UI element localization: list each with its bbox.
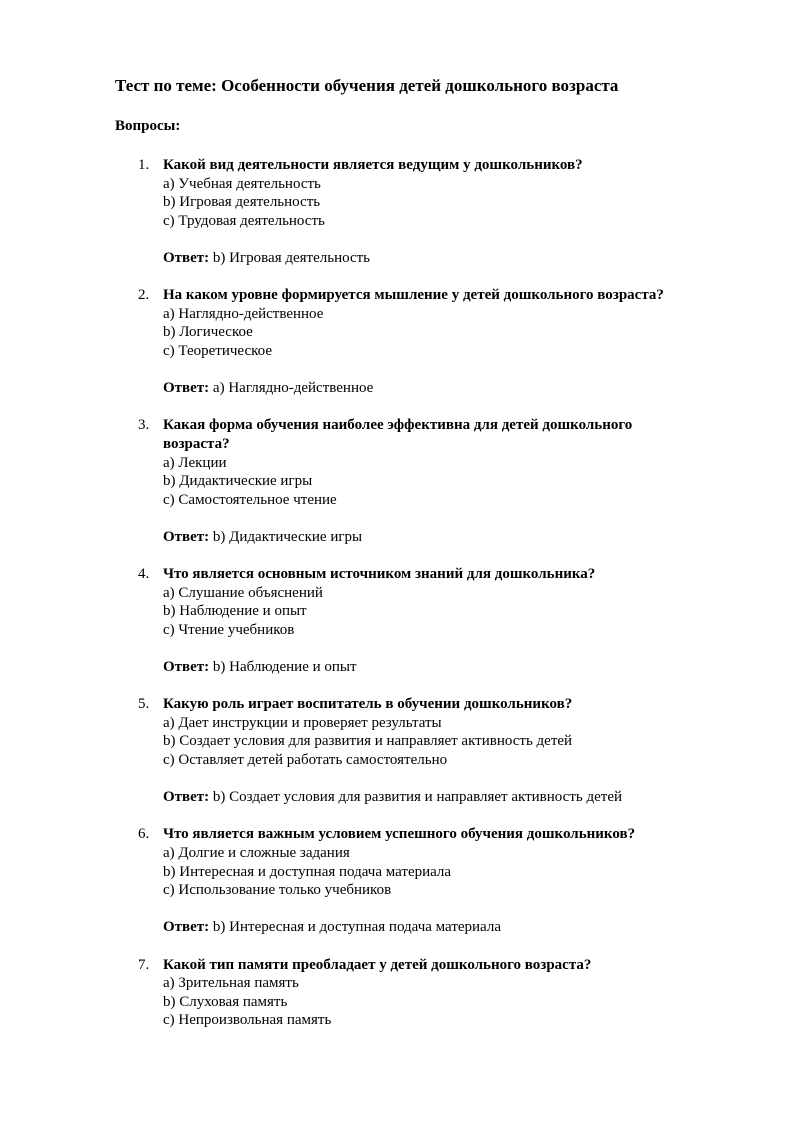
- answer-label: Ответ:: [163, 528, 210, 545]
- answer-option: c) Самостоятельное чтение: [163, 491, 337, 508]
- answer-option: b) Дидактические игры: [163, 473, 313, 490]
- answer-option: c) Чтение учебников: [163, 621, 295, 638]
- answer-option: a) Дает инструкции и проверяет результаты: [163, 714, 442, 731]
- question-number: 1.: [138, 157, 150, 173]
- question-number: 7.: [138, 956, 150, 973]
- question-text: Какой вид деятельности является ведущим у дошкольников?: [163, 157, 583, 173]
- document-page: [115, 74, 715, 1049]
- question-item: [115, 416, 715, 546]
- answer-option: a) Учебная деятельность: [163, 175, 321, 192]
- question-number: 6.: [138, 826, 150, 843]
- question-text: На каком уровне формируется мышление у детей дошкольного возраста?: [163, 287, 664, 304]
- answer-option: a) Долгие и сложные задания: [163, 844, 350, 861]
- answer-option: c) Трудовая деятельность: [163, 212, 325, 229]
- answer-option: c) Непроизвольная память: [163, 1012, 332, 1029]
- question-list: [115, 156, 715, 1030]
- question-number: 3.: [138, 417, 150, 434]
- answer-option: a) Зрительная память: [163, 975, 299, 992]
- correct-answer: [163, 658, 715, 677]
- answer-value: b) Дидактические игры: [212, 528, 363, 545]
- question-item: [115, 565, 715, 677]
- answer-option: c) Использование только учебников: [163, 882, 392, 899]
- answer-option: b) Интересная и доступная подача материала: [163, 863, 452, 880]
- answer-label: Ответ:: [163, 380, 210, 397]
- answer-option: c) Оставляет детей работать самостоятельно: [163, 752, 448, 768]
- question-number: 5.: [138, 696, 150, 713]
- answer-option: b) Слуховая память: [163, 993, 288, 1010]
- answer-option: a) Слушание объяснений: [163, 584, 323, 601]
- answer-value: b) Наблюдение и опыт: [212, 659, 357, 676]
- questions-heading: Вопросы:: [115, 118, 181, 134]
- answer-option: b) Наблюдение и опыт: [163, 603, 307, 620]
- question-number: 4.: [138, 566, 150, 583]
- question-item: [115, 156, 715, 268]
- answer-label: Ответ:: [163, 789, 210, 806]
- answer-value: b) Интересная и доступная подача материала: [212, 919, 501, 936]
- question-number: 2.: [138, 287, 150, 304]
- question-text: Что является важным условием успешного обучения дошкольников?: [163, 826, 636, 843]
- correct-answer: [163, 528, 715, 547]
- correct-answer: [163, 379, 715, 398]
- answer-value: b) Создает условия для развития и направляет активность детей: [212, 789, 623, 806]
- answer-option: b) Логическое: [163, 324, 253, 341]
- question-text: Какую роль играет воспитатель в обучении дошкольников?: [163, 696, 573, 713]
- answer-option: b) Создает условия для развития и направляет активность детей: [163, 733, 573, 750]
- correct-answer: [163, 788, 715, 807]
- answer-option: a) Лекции: [163, 454, 227, 471]
- answer-label: Ответ:: [163, 249, 210, 266]
- question-item: [115, 825, 715, 937]
- question-text: Какая форма обучения наиболее эффективна для детей дошкольного возраста?: [163, 417, 633, 452]
- answer-label: Ответ:: [163, 659, 210, 676]
- question-text: Какой тип памяти преобладает у детей дошкольного возраста?: [163, 956, 592, 973]
- question-item: [115, 286, 715, 398]
- correct-answer: [163, 249, 715, 268]
- correct-answer: [163, 918, 715, 937]
- question-item: [115, 956, 715, 1030]
- answer-option: b) Игровая деятельность: [163, 194, 321, 211]
- question-text: Что является основным источником знаний для дошкольника?: [163, 566, 596, 583]
- answer-value: a) Наглядно-действенное: [212, 380, 374, 397]
- answer-value: b) Игровая деятельность: [212, 249, 371, 266]
- document-title: Тест по теме: Особенности обучения детей дошкольного возраста: [115, 76, 619, 95]
- answer-option: c) Теоретическое: [163, 342, 272, 359]
- answer-label: Ответ:: [163, 919, 210, 936]
- question-item: [115, 695, 715, 807]
- answer-option: a) Наглядно-действенное: [163, 305, 324, 322]
